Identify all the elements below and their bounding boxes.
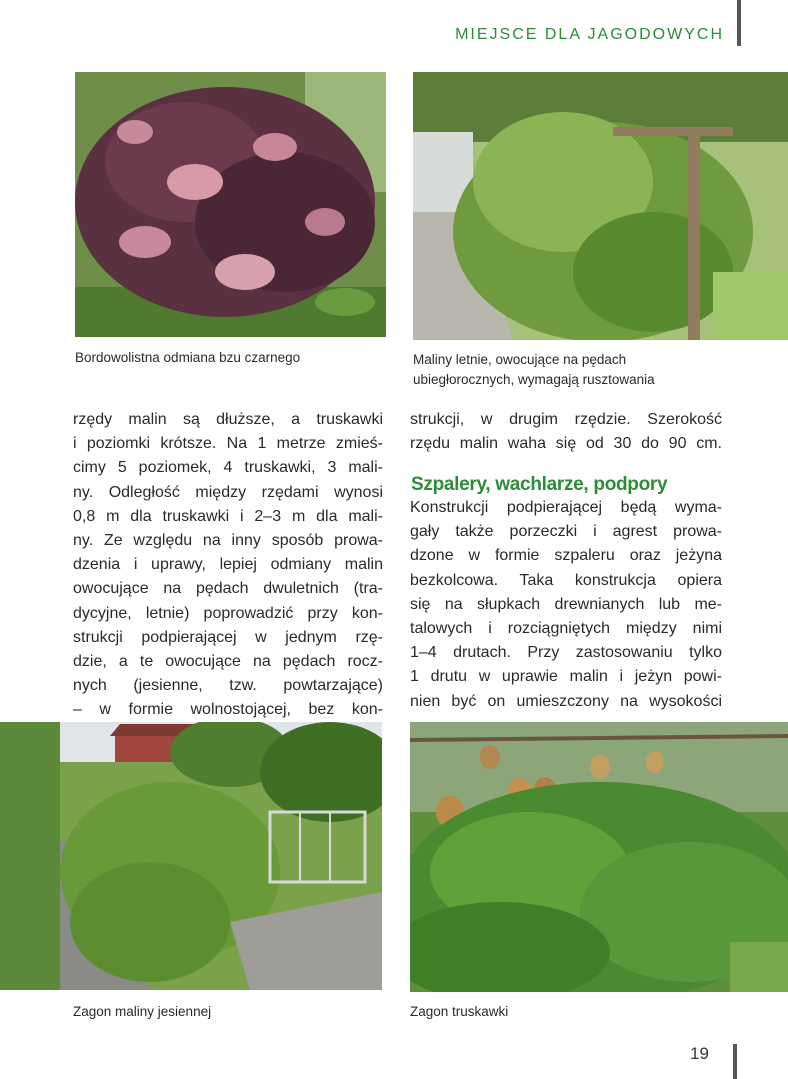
text-line: cimy 5 poziomek, 4 truskawki, 3 mali- [73, 459, 383, 477]
text-line: – w formie wolnostojącej, bez kon- [73, 701, 383, 719]
body-column-right-bottom [410, 496, 722, 714]
body-column-right-top [410, 408, 722, 456]
text-line: talowych i rozciągniętych między nimi [410, 619, 722, 637]
text-line: dzie, a te owocujące na pędach rocz- [73, 652, 383, 670]
text-line: Konstrukcji podpierającej będą wyma- [410, 499, 722, 516]
photo-strawberry-bed [410, 722, 788, 992]
text-line: ny. Ze względu na inny sposób prowa- [73, 531, 383, 549]
caption-elder: Bordowolistna odmiana bzu czarnego [75, 350, 301, 365]
text-line: dzenia i uprawy, lepiej odmiany malin [73, 556, 383, 574]
text-line: strukcji podpierającej w jednym rzę- [73, 628, 383, 646]
text-line: i poziomki krótsze. Na 1 metrze zmieś- [73, 435, 383, 453]
caption-line: ubiegłorocznych, wymagają rusztowania [413, 372, 655, 387]
text-line: rzędy malin są dłuższe, a truskawki [73, 411, 383, 428]
caption-autumn-raspberry: Zagon maliny jesiennej [73, 1004, 212, 1019]
caption-strawberry: Zagon truskawki [410, 1004, 509, 1019]
text-line: bezkolcowa. Taka konstrukcja opiera [410, 571, 722, 589]
text-line: ny. Odległość między rzędami wynosi [73, 483, 383, 501]
section-heading: Szpalery, wachlarze, podpory [411, 474, 668, 495]
footer-rule [733, 1044, 737, 1079]
text-line: gały także porzeczki i agrest prowa- [410, 523, 722, 541]
text-line: nien być on umieszczony na wysokości [410, 692, 722, 710]
page-number: 19 [690, 1044, 709, 1063]
text-line: rzędu malin waha się od 30 do 90 cm. [410, 435, 722, 453]
text-line: dycyjne, letnie) poprowadzić przy kon- [73, 604, 383, 622]
header-rule [737, 0, 741, 46]
text-line: strukcji, w drugim rzędzie. Szerokość [410, 411, 722, 428]
caption-raspberry-summer [413, 350, 733, 390]
photo-raspberry-trellis [413, 72, 788, 340]
text-line: owocujące na pędach dwuletnich (tra- [73, 580, 383, 598]
autumn-raspberry-image [0, 722, 382, 990]
text-line: nych (jesienne, tzw. powtarzające) [73, 677, 383, 695]
strawberry-bed-image [410, 722, 788, 992]
text-line: 0,8 m dla truskawki i 2–3 m dla mali- [73, 507, 383, 525]
photo-autumn-raspberry-bed [0, 722, 382, 990]
text-line: 1 drutu w uprawie malin i jeżyn powi- [410, 668, 722, 686]
text-line: się na słupkach drewnianych lub me- [410, 595, 722, 613]
elder-shrub-image [75, 72, 386, 337]
photo-elder-shrub [75, 72, 386, 337]
body-column-left [73, 408, 383, 722]
raspberry-trellis-image [413, 72, 788, 340]
text-line: 1–4 drutach. Przy zastosowaniu tylko [410, 644, 722, 662]
text-line: dzone w formie szpaleru oraz jeżyna [410, 547, 722, 565]
caption-line: Maliny letnie, owocujące na pędach [413, 352, 627, 367]
running-head-title: MIEJSCE DLA JAGODOWYCH [455, 26, 724, 43]
